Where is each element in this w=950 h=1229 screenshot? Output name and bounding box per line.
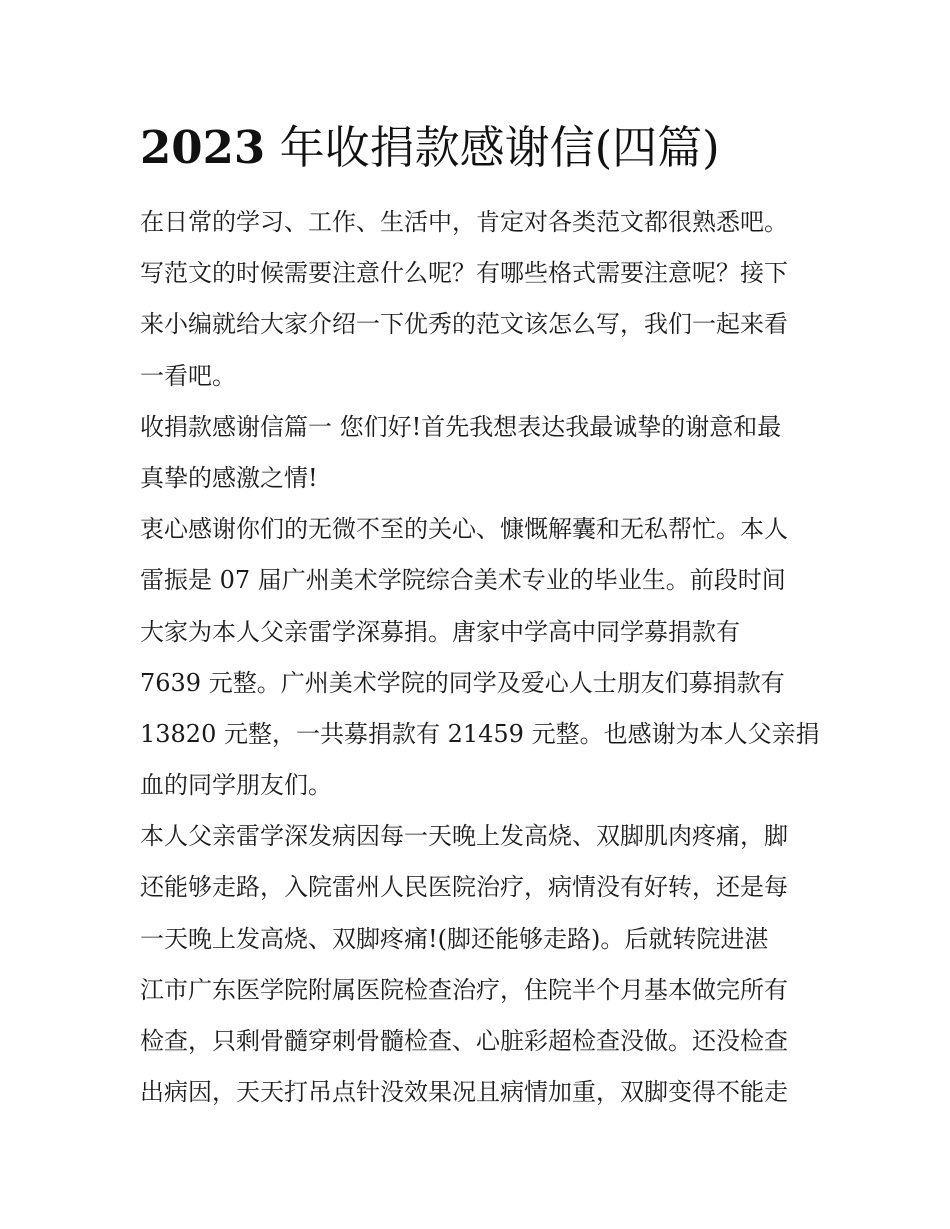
body-line: 一看吧。	[140, 361, 236, 390]
body-line: 本人父亲雷学深发病因每一天晚上发高烧、双脚肌肉疼痛，脚	[140, 822, 788, 851]
body-line: 江市广东医学院附属医院检查治疗，住院半个月基本做完所有	[140, 975, 788, 1004]
title-year: 2023	[140, 121, 266, 174]
document-title	[140, 116, 720, 180]
body-line: 真挚的感激之情!	[140, 463, 318, 492]
body-line: 在日常的学习、工作、生活中，肯定对各类范文都很熟悉吧。	[140, 208, 788, 236]
body-line: 雷振是 07 届广州美术学院综合美术专业的毕业生。前段时间	[140, 566, 786, 595]
body-line: 血的同学朋友们。	[140, 771, 332, 800]
body-line: 出病因，天天打吊点针没效果况且病情加重，双脚变得不能走	[140, 1078, 788, 1107]
body-line: 一天晚上发高烧、双脚疼痛!(脚还能够走路)。后就转院进湛	[140, 924, 769, 953]
body-line: 写范文的时候需要注意什么呢？有哪些格式需要注意呢？接下	[140, 259, 788, 288]
body-line: 检查，只剩骨髓穿刺骨髓检查、心脏彩超检查没做。还没检查	[140, 1027, 788, 1055]
title-text: 年收捐款感谢信(四篇)	[279, 121, 720, 174]
body-line: 大家为本人父亲雷学深募捐。唐家中学高中同学募捐款有	[140, 617, 740, 646]
body-line: 7639 元整。广州美术学院的同学及爱心人士朋友们募捐款有	[140, 668, 785, 697]
body-line: 13820 元整，一共募捐款有 21459 元整。也感谢为本人父亲捐	[140, 719, 820, 748]
body-line: 来小编就给大家介绍一下优秀的范文该怎么写，我们一起来看	[140, 310, 788, 339]
document-body	[140, 197, 820, 1118]
body-line: 衷心感谢你们的无微不至的关心、慷慨解囊和无私帮忙。本人	[140, 515, 788, 544]
body-line: 收捐款感谢信篇一 您们好!首先我想表达我最诚挚的谢意和最	[140, 412, 782, 441]
body-line: 还能够走路，入院雷州人民医院治疗，病情没有好转，还是每	[140, 873, 788, 902]
